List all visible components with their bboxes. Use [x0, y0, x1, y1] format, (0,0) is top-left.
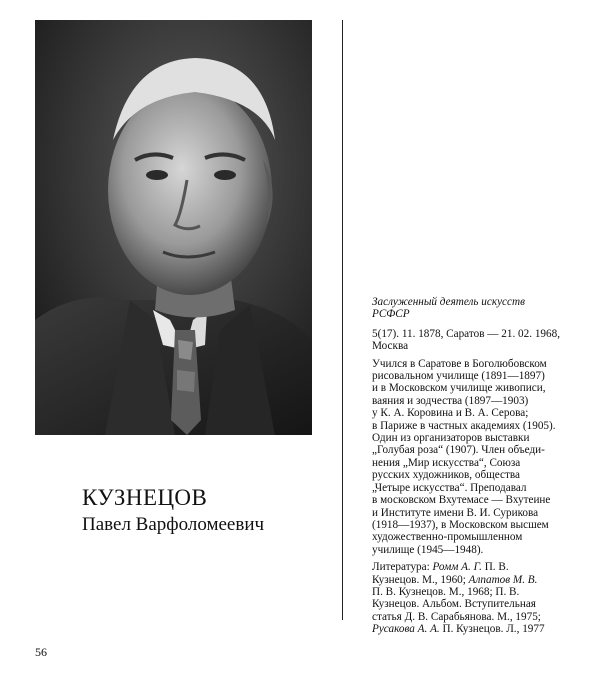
portrait-photo — [35, 20, 312, 435]
literature-author: Русакова А. А. — [372, 623, 440, 636]
bio-line: „Четыре искусства“. Преподавал — [372, 481, 527, 494]
bio-line: рисовальном училище (1891—1897) — [372, 370, 545, 383]
literature-author: Алпатов М. В. — [468, 573, 538, 586]
life-dates — [372, 328, 577, 353]
literature-line — [372, 574, 577, 586]
literature-line — [372, 561, 577, 573]
artist-given-name: Павел Варфоломеевич — [82, 514, 265, 535]
biography-text — [372, 358, 577, 557]
literature-text: Кузнецов. М., 1960; — [372, 573, 469, 586]
bio-line: (1918—1937), в Московском высшем — [372, 518, 549, 531]
literature-text: П. Кузнецов. Л., 1977 — [439, 623, 545, 636]
bio-line: ваяния и зодчества (1897—1903) — [372, 394, 529, 407]
bio-line: в московском Вхутемасе — Вхутеине — [372, 494, 551, 507]
bio-line: нения „Мир искусства“, Союза — [372, 456, 521, 469]
literature-text: П. В. — [481, 561, 509, 574]
dates-line: Москва — [372, 340, 409, 353]
bio-line: и в Московском училище живописи, — [372, 382, 546, 395]
artist-surname: КУЗНЕЦОВ — [82, 485, 208, 510]
literature-line — [372, 623, 577, 635]
bio-line: и Институте имени В. И. Сурикова — [372, 506, 539, 519]
artist-name-block — [82, 485, 322, 537]
portrait-illustration — [35, 20, 312, 435]
dates-line: 5(17). 11. 1878, Саратов — 21. 02. 1968, — [372, 327, 560, 340]
literature-line: Кузнецов. Альбом. Вступительная — [372, 598, 536, 611]
literature-references — [372, 561, 577, 635]
bio-line: художественно-промышленном — [372, 531, 523, 544]
bio-line: Один из организаторов выставки — [372, 432, 530, 445]
literature-line: статья Д. В. Сарабьянова. М., 1975; — [372, 610, 541, 623]
honorary-title — [372, 296, 577, 321]
literature-line: П. В. Кузнецов. М., 1968; П. В. — [372, 585, 520, 598]
bio-line: училище (1945—1948). — [372, 543, 484, 556]
title-line: Заслуженный деятель искусств — [372, 296, 525, 308]
bio-line: в Париже в частных академиях (1905). — [372, 419, 556, 432]
literature-author: Ромм А. Г. — [432, 561, 482, 574]
bio-line: Учился в Саратове в Боголюбовском — [372, 357, 547, 370]
bio-line: у К. А. Коровина и В. А. Серова; — [372, 407, 529, 420]
bio-line: „Голубая роза“ (1907). Член объеди- — [372, 444, 545, 457]
column-divider — [342, 20, 343, 620]
bio-line: русских художников, общества — [372, 469, 520, 482]
title-line: РСФСР — [372, 308, 410, 321]
biography — [372, 296, 577, 641]
literature-label: Литература: — [372, 561, 433, 574]
page-number: 56 — [35, 645, 47, 659]
